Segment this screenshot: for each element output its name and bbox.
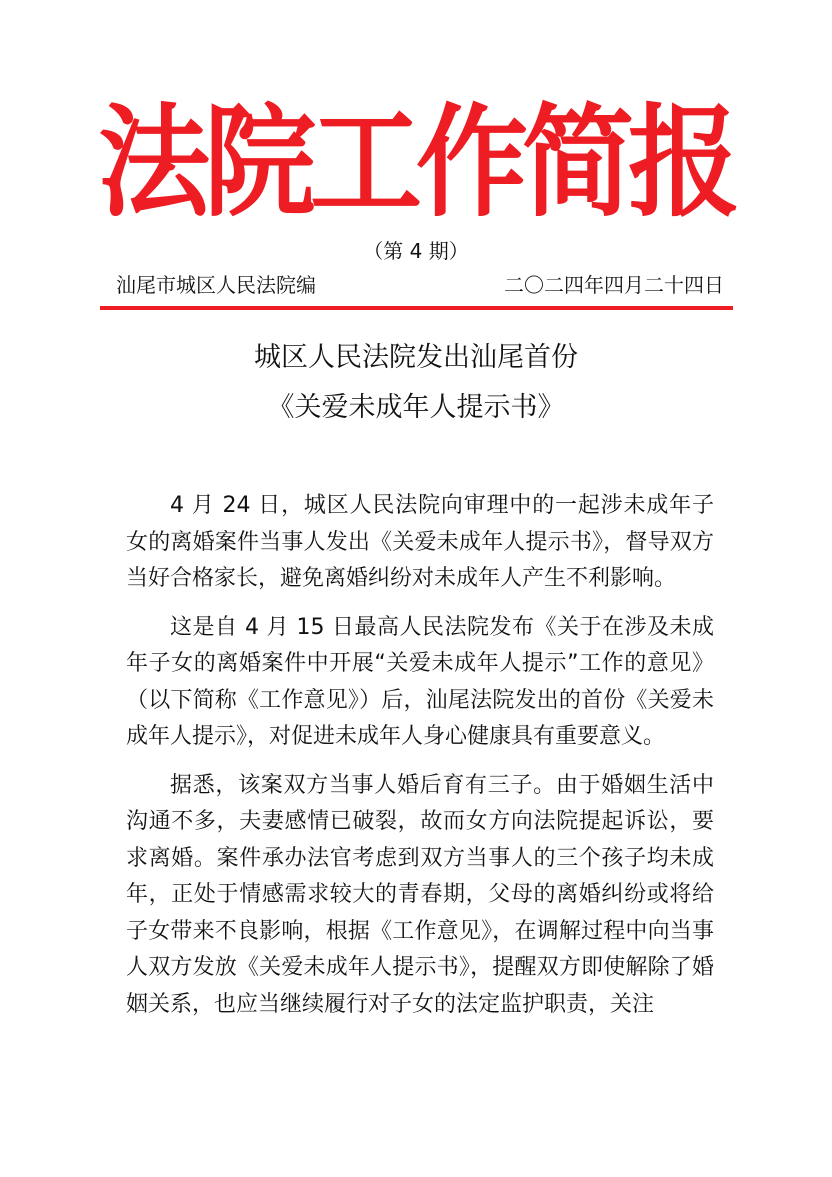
paragraph-1: 4 月 24 日，城区人民法院向审理中的一起涉未成年子女的离婚案件当事人发出《关爱未成年人提示书》，督导双方当好合格家长，避免离婚纠纷对未成年人产生不利影响。 bbox=[126, 493, 714, 591]
header-divider bbox=[100, 306, 733, 310]
article-title-line-2: 《关爱未成年人提示书》 bbox=[267, 392, 565, 423]
masthead-title: 法院工作简报 bbox=[98, 93, 734, 234]
paragraph-3: 据悉，该案双方当事人婚后育有三子。由于婚姻生活中沟通不多，夫妻感情已破裂，故而女方向法院提起诉讼，要求离婚。案件承办法官考虑到双方当事人的三个孩子均未成年，正处于情感需求较大的青春期，父母的离婚纠纷或将给子女带来不良影响，根据《工作意见》，在调解过程中向当事人双方发放《关爱未成年人提示书》，提醒双方即使解除了婚姻关系，也应当继续履行对子女的法定监护职责，关注 bbox=[126, 772, 714, 1017]
editor-line: 汕尾市城区人民法院编 bbox=[116, 273, 316, 297]
publish-date: 二〇二四年四月二十四日 bbox=[504, 273, 724, 297]
paragraph-2: 这是自 4 月 15 日最高人民法院发布《关于在涉及未成年子女的离婚案件中开展“关爱未成年人提示”工作的意见》（以下简称《工作意见》）后，汕尾法院发出的首份《关爱未成年人提示》，对促进未成年人身心健康具有重要意义。 bbox=[126, 614, 714, 749]
article-title-line-1: 城区人民法院发出汕尾首份 bbox=[254, 342, 578, 373]
issue-number: （第 4 期） bbox=[363, 239, 469, 263]
article-body bbox=[126, 488, 714, 1035]
